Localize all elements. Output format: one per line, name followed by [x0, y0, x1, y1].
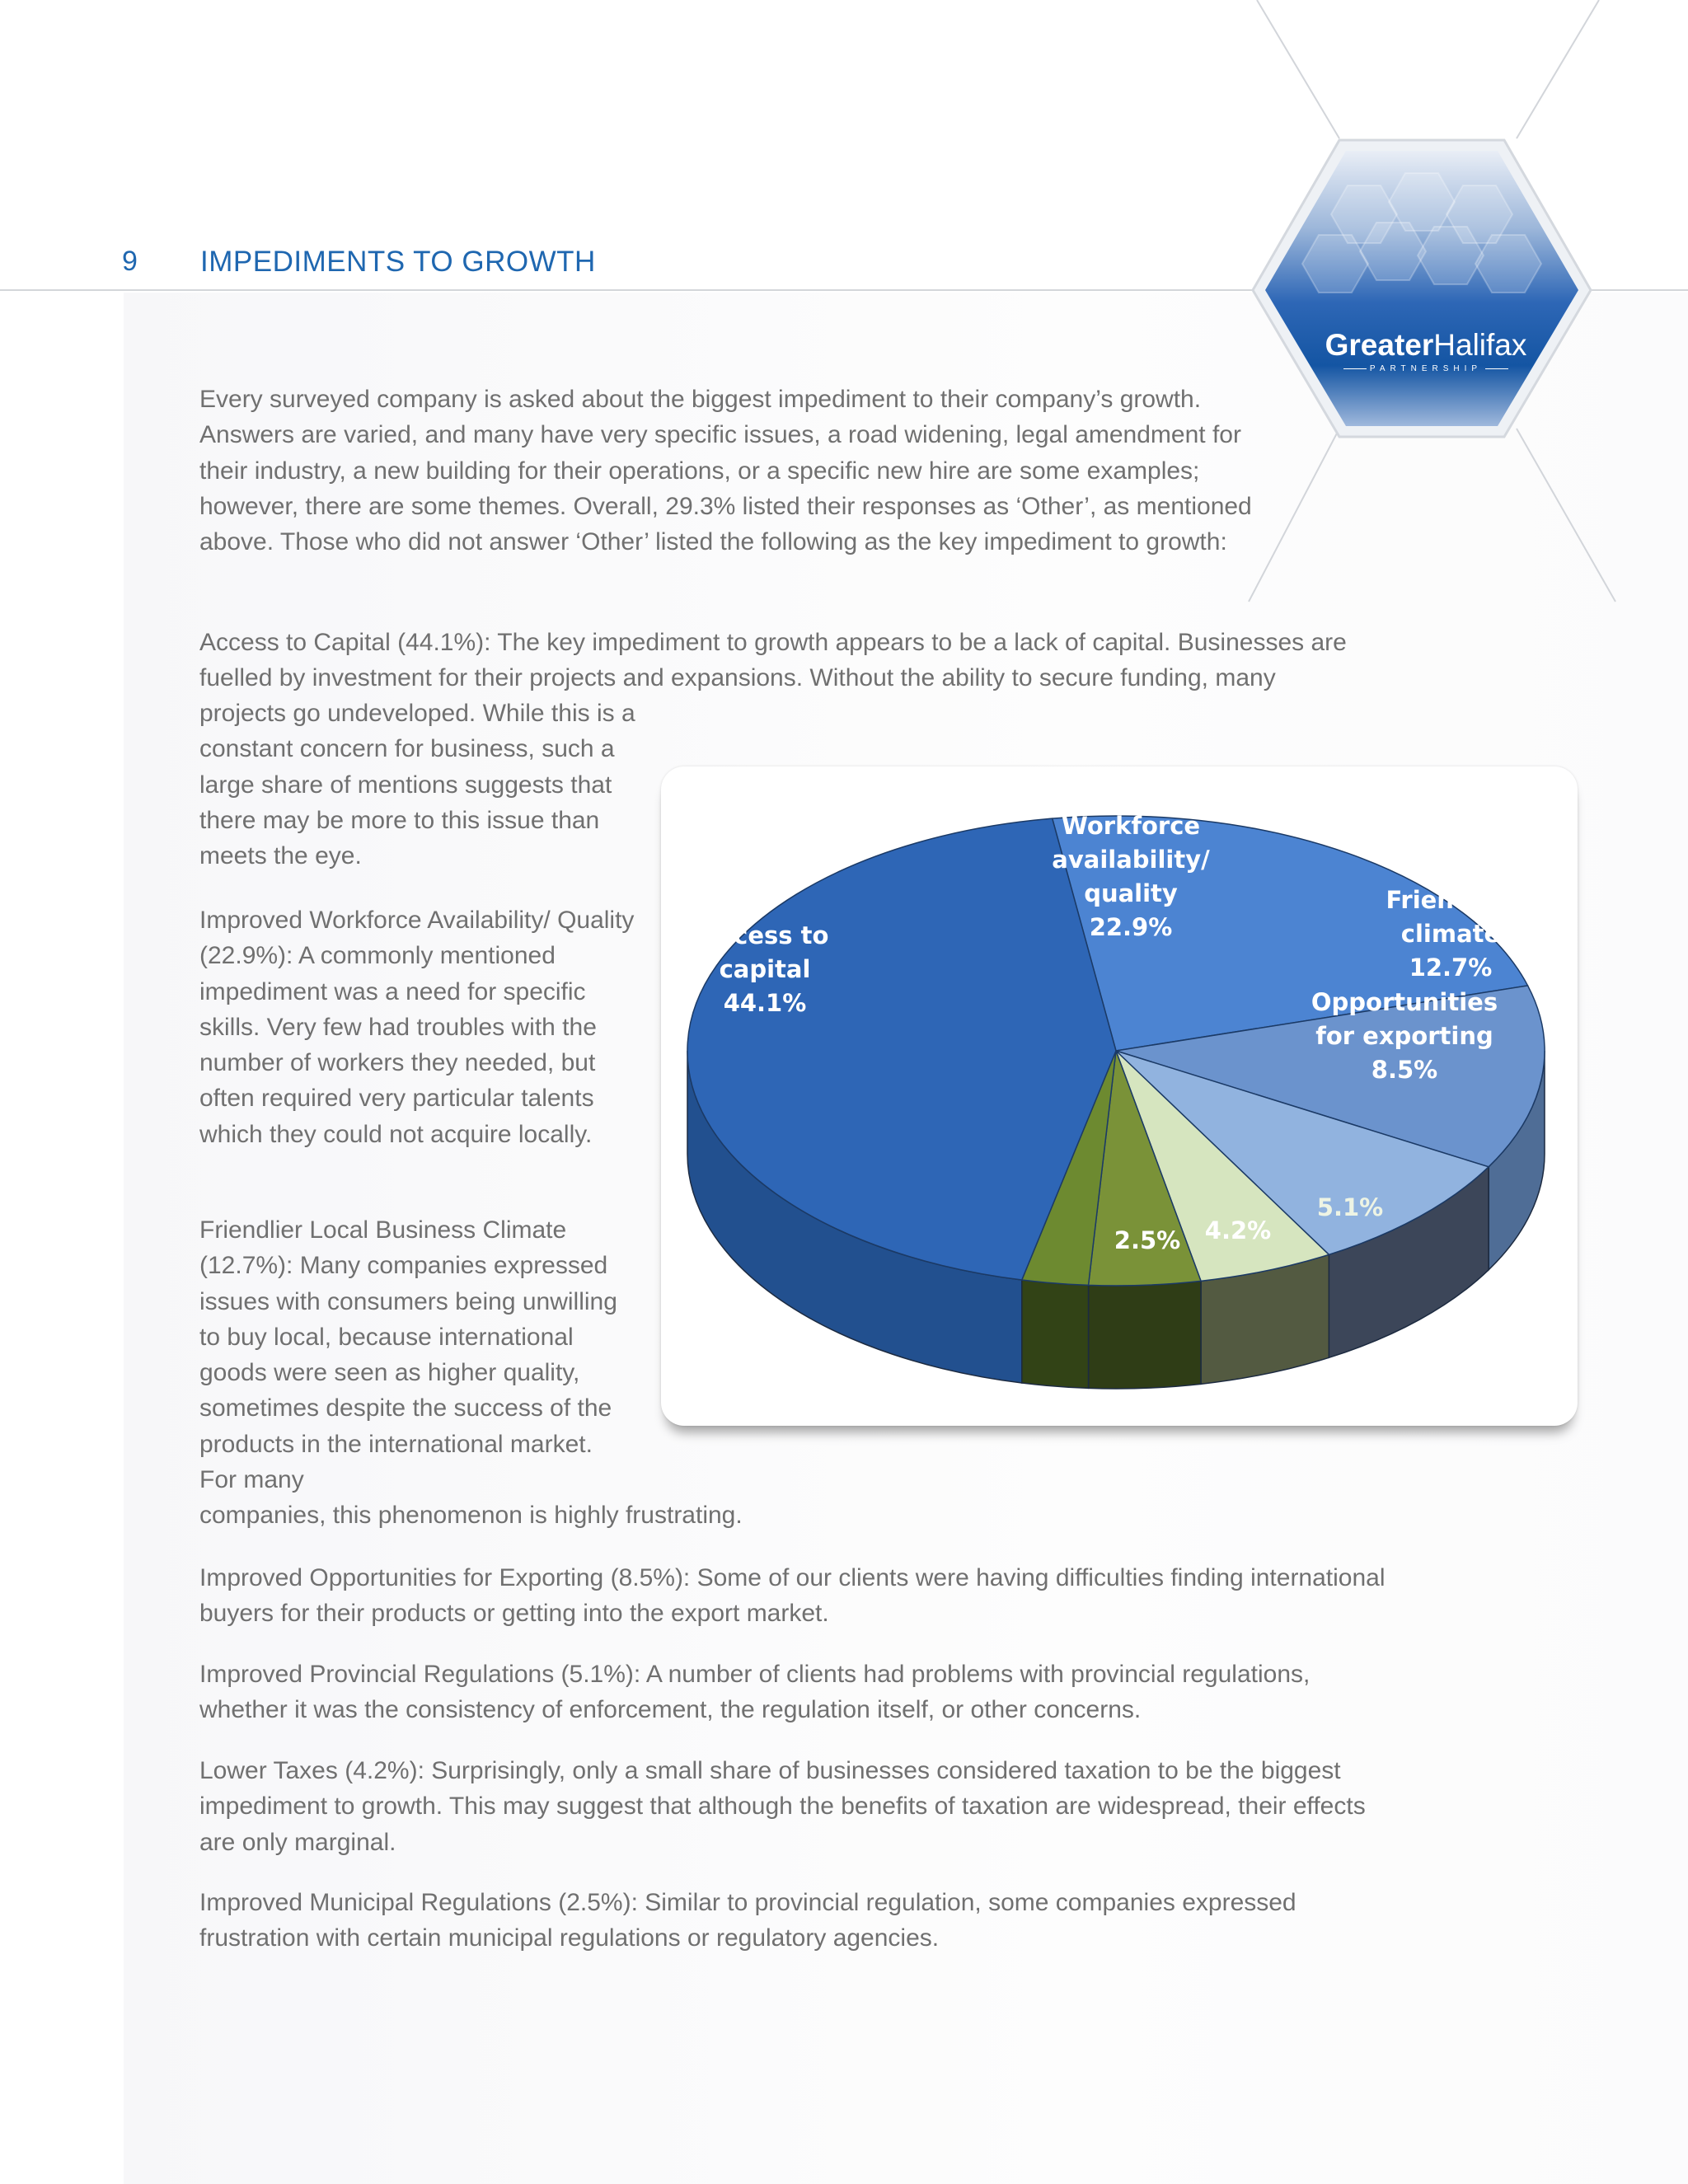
logo-subtitle: PARTNERSHIP	[1325, 364, 1526, 373]
pie-label-share: 5.1%	[1316, 1193, 1384, 1221]
workforce-paragraph: Improved Workforce Availability/ Quality (22.9%): A commonly mentioned impediment was a need for specific skills. Very few had troubles with the number of workers they needed, but often required very particular talents which they could not acquire locally.	[199, 907, 635, 1148]
pie-label-share: 2.5%	[1114, 1226, 1181, 1254]
pie-label-opportunities-for-exporting: Opportunities for exporting 8.5%	[1311, 988, 1498, 1084]
pie-side-share	[1089, 1281, 1202, 1389]
taxes-paragraph: Lower Taxes (4.2%): Surprisingly, only a small share of businesses considered taxation to be the biggest impediment to growth. This may suggest that although the benefits of taxation are widespread, their effects are only marginal.	[199, 1757, 1366, 1856]
impediments-pie-chart	[661, 766, 1578, 1426]
intro-paragraph: Every surveyed company is asked about the biggest impediment to their company’s growth. Answers are varied, and many have very specific issues, a road widening, legal amendment for their industry, a new building for their operations, or a specific new hire are some examples; however, there are some themes. Overall, 29.3% listed their responses as ‘Other’, as mentioned above. Those who did not answer ‘Other’ listed the following as the key impediment to growth:	[199, 386, 1252, 556]
page-number: 9	[122, 246, 138, 277]
capital-paragraph-narrow: projects go undeveloped. While this is a constant concern for business, such a large share of mentions suggests that there may be more to this issue than meets the eye.	[199, 700, 635, 870]
pie-label-access-to-capital: Access to capital 44.1%	[701, 921, 829, 1017]
pie-label-share: 4.2%	[1204, 1216, 1272, 1244]
greater-halifax-logo	[1249, 136, 1595, 441]
pie-label-friendlier-climate: Friendlier climate 12.7%	[1386, 886, 1516, 982]
page-title: IMPEDIMENTS TO GROWTH	[200, 246, 596, 278]
exporting-paragraph: Improved Opportunities for Exporting (8.5%): Some of our clients were having difficulties finding international buyers for their products or getting into the export market.	[199, 1564, 1386, 1628]
pie-side-share	[1022, 1280, 1089, 1388]
climate-paragraph-wide: companies, this phenomenon is highly frustrating.	[199, 1502, 743, 1529]
logo-wordmark: GreaterHalifax	[1325, 328, 1527, 362]
provincial-paragraph: Improved Provincial Regulations (5.1%): A number of clients had problems with provincial regulations, whether it was the consistency of enforcement, the regulation itself, or other concerns.	[199, 1661, 1311, 1724]
pie-label-workforce-availability-quality: Workforce availability/ quality 22.9%	[1052, 812, 1210, 941]
climate-paragraph-narrow: Friendlier Local Business Climate (12.7%): Many companies expressed issues with consumers being unwilling to buy local, because international goods were seen as higher quality, sometimes despite the success of the products in the international market. For many	[199, 1216, 617, 1494]
capital-paragraph-wide: Access to Capital (44.1%): The key impediment to growth appears to be a lack of capital. Businesses are fuelled by investment for their projects and expansions. Without the ability to secure funding, many	[199, 629, 1347, 692]
municipal-paragraph: Improved Municipal Regulations (2.5%): Similar to provincial regulation, some companies expressed frustration with certain municipal regulations or regulatory agencies.	[199, 1889, 1296, 1952]
